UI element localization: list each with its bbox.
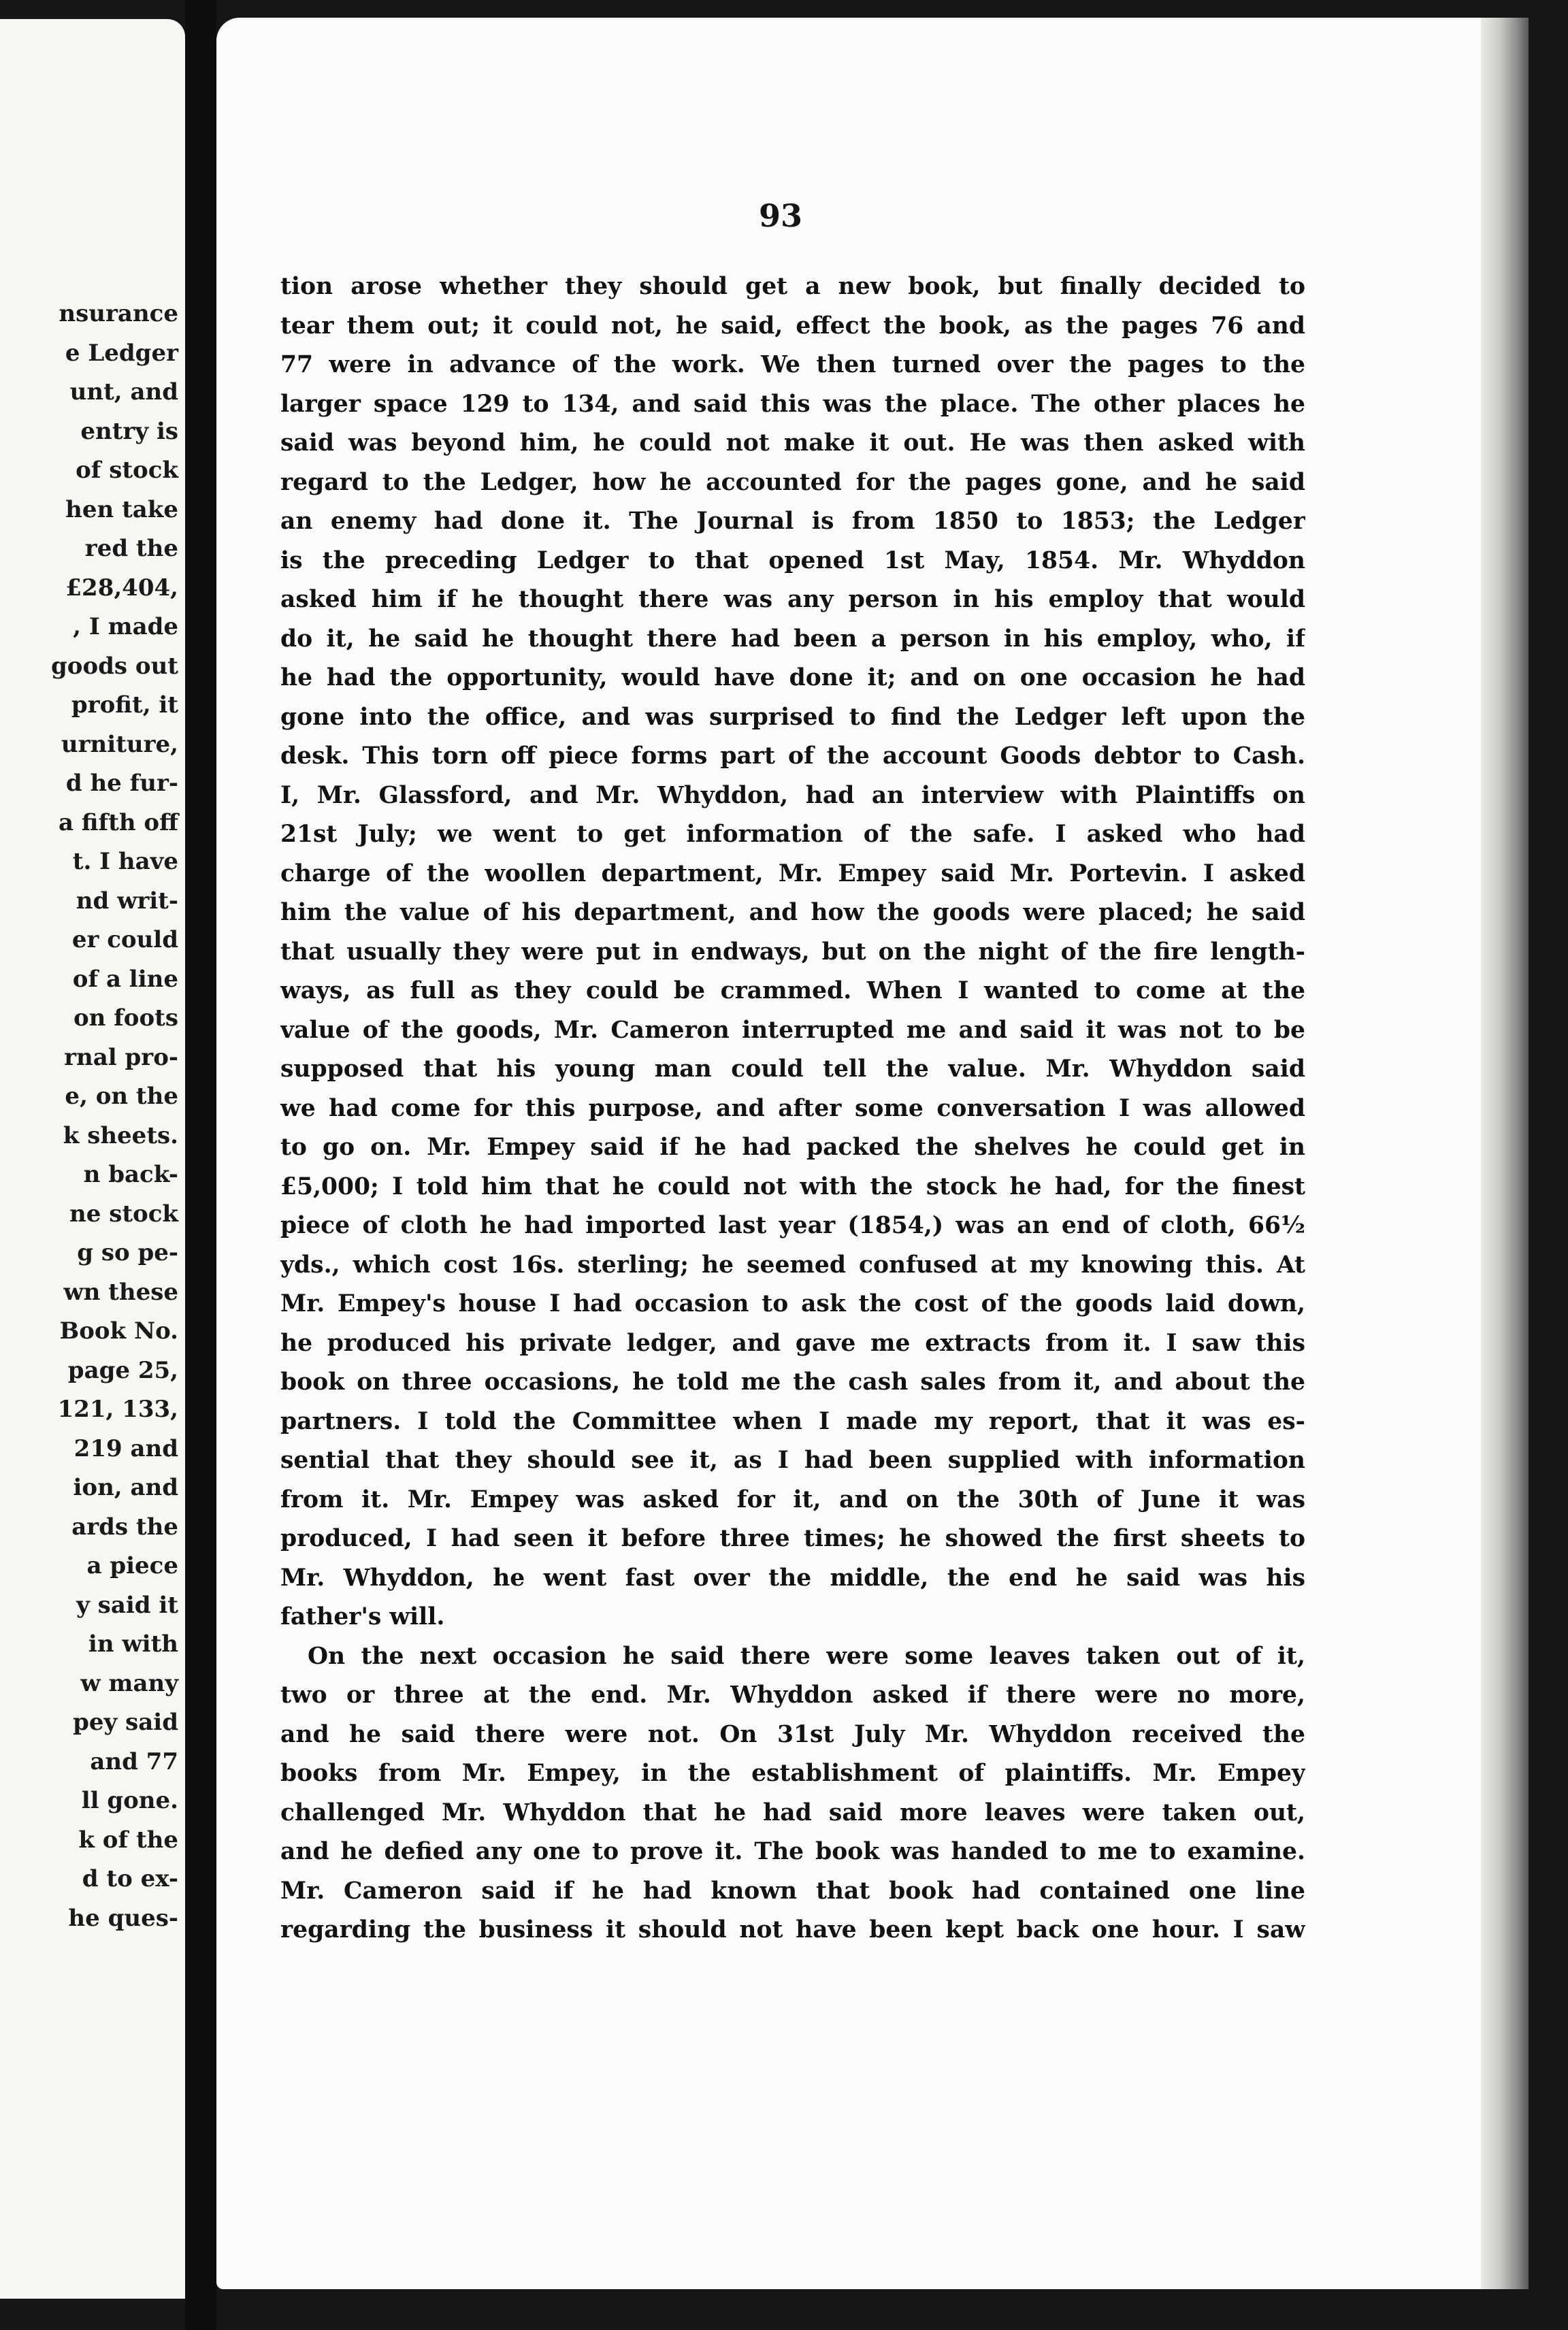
page-edge-shadow	[1481, 18, 1529, 2289]
previous-page-line: n back-	[83, 1161, 178, 1188]
text-line: regarding the business it should not have been kept back one hour. I saw	[280, 1916, 1305, 1943]
text-line: I, Mr. Glassford, and Mr. Whyddon, had an interview with Plaintiffs on	[280, 781, 1305, 809]
text-line: regard to the Ledger, how he accounted for the pages gone, and he said	[280, 468, 1305, 496]
previous-page-line: unt, and	[69, 378, 178, 406]
text-line: tear them out; it could not, he said, effect the book, as the pages 76 and	[280, 312, 1305, 340]
previous-page-line: page 25,	[67, 1356, 178, 1384]
previous-page-line: red the	[84, 535, 178, 562]
previous-page-line: a piece	[86, 1552, 178, 1579]
previous-page-line: profit, it	[71, 691, 178, 719]
text-line: from it. Mr. Empey was asked for it, and on the 30th of June it was	[280, 1486, 1305, 1513]
previous-page-line: a fifth off	[58, 808, 178, 836]
text-line: value of the goods, Mr. Cameron interrupted me and said it was not to be	[280, 1016, 1305, 1044]
text-line: yds., which cost 16s. sterling; he seemed confused at my knowing this. At	[280, 1251, 1305, 1279]
previous-page-line: g so pe-	[77, 1239, 178, 1266]
text-line: to go on. Mr. Empey said if he had packed the shelves he could get in	[280, 1134, 1305, 1161]
previous-page-line: goods out	[51, 652, 178, 680]
text-line: larger space 129 to 134, and said this was the place. The other places he	[280, 390, 1305, 418]
previous-page-line: wn these	[63, 1278, 178, 1306]
paragraph-1	[280, 267, 1305, 1637]
previous-page-line: , I made	[73, 613, 178, 640]
previous-page-line: ion, and	[73, 1474, 178, 1501]
text-line: two or three at the end. Mr. Whyddon asked if there were no more,	[280, 1681, 1305, 1709]
previous-page-line: he ques-	[68, 1904, 178, 1932]
paragraph-2	[280, 1637, 1305, 1950]
text-line: an enemy had done it. The Journal is from 1850 to 1853; the Ledger	[280, 508, 1305, 535]
previous-page-text	[0, 295, 178, 1938]
previous-page-line: k of the	[78, 1826, 178, 1854]
previous-page-line: d he fur-	[65, 770, 178, 797]
text-line: books from Mr. Empey, in the establishment of plaintiffs. Mr. Empey	[280, 1760, 1305, 1787]
text-line: 21st July; we went to get information of the safe. I asked who had	[280, 821, 1305, 848]
text-line: said was beyond him, he could not make it out. He was then asked with	[280, 429, 1305, 457]
previous-page-line: k sheets.	[63, 1121, 178, 1149]
text-line: supposed that his young man could tell the value. Mr. Whyddon said	[280, 1055, 1305, 1083]
previous-page-line: t. I have	[72, 848, 178, 875]
text-line: Mr. Cameron said if he had known that book had contained one line	[280, 1877, 1305, 1905]
previous-page-line: and 77	[90, 1748, 178, 1775]
text-line: desk. This torn off piece forms part of the account Goods debtor to Cash.	[280, 742, 1305, 770]
text-line: challenged Mr. Whyddon that he had said more leaves were taken out,	[280, 1799, 1305, 1826]
text-line: £5,000; I told him that he could not with the stock he had, for the finest	[280, 1172, 1305, 1200]
text-line: that usually they were put in endways, but on the night of the fire length-	[280, 938, 1305, 966]
text-line: produced, I had seen it before three times; he showed the first sheets to	[280, 1525, 1305, 1552]
previous-page-line: hen take	[65, 495, 178, 523]
previous-page-line: of a line	[72, 965, 178, 993]
text-line: he produced his private ledger, and gave me extracts from it. I saw this	[280, 1329, 1305, 1357]
previous-page-line: w many	[80, 1669, 178, 1697]
previous-page-line: ne stock	[69, 1200, 178, 1228]
previous-page-line: urniture,	[61, 730, 178, 758]
previous-page-line: of stock	[76, 457, 178, 484]
text-line: ways, as full as they could be crammed. When I wanted to come at the	[280, 977, 1305, 1004]
previous-page-line: er could	[71, 926, 178, 953]
text-line: piece of cloth he had imported last year (1854,) was an end of cloth, 66½	[280, 1212, 1305, 1239]
text-line: and he defied any one to prove it. The book was handed to me to examine.	[280, 1838, 1305, 1865]
previous-page-line: e Ledger	[65, 339, 178, 367]
text-line: is the preceding Ledger to that opened 1st May, 1854. Mr. Whyddon	[280, 546, 1305, 574]
text-line: do it, he said he thought there had been a person in his employ, who, if	[280, 625, 1305, 653]
previous-page-line: ards the	[71, 1513, 178, 1541]
text-line: 77 were in advance of the work. We then turned over the pages to the	[280, 351, 1305, 378]
text-line: and he said there were not. On 31st July Mr. Whyddon received the	[280, 1720, 1305, 1748]
text-line: he had the opportunity, would have done it; and on one occasion he had	[280, 664, 1305, 691]
text-line: gone into the office, and was surprised to find the Ledger left upon the	[280, 703, 1305, 731]
text-line: asked him if he thought there was any person in his employ that would	[280, 586, 1305, 613]
text-line: we had come for this purpose, and after some conversation I was allowed	[280, 1094, 1305, 1122]
text-line: book on three occasions, he told me the cash sales from it, and about the	[280, 1368, 1305, 1396]
page-body-text	[280, 267, 1305, 1950]
previous-page-line: 219 and	[74, 1434, 178, 1462]
previous-page-fragment	[0, 19, 185, 2299]
text-line: Mr. Empey's house I had occasion to ask the cost of the goods laid down,	[280, 1290, 1305, 1317]
previous-page-line: in with	[88, 1630, 178, 1658]
previous-page-line: Book No.	[59, 1317, 178, 1345]
previous-page-line: entry is	[80, 417, 178, 445]
previous-page-line: 121, 133,	[57, 1396, 178, 1423]
previous-page-line: ll gone.	[81, 1787, 178, 1814]
text-line: charge of the woollen department, Mr. Empey said Mr. Portevin. I asked	[280, 859, 1305, 887]
text-line: father's will.	[280, 1603, 445, 1630]
previous-page-line: d to ex-	[82, 1865, 178, 1892]
page-number: 93	[759, 197, 803, 234]
previous-page-line: nsurance	[59, 300, 178, 327]
previous-page-line: rnal pro-	[64, 1043, 178, 1071]
book-gutter	[185, 0, 216, 2330]
previous-page-line: e, on the	[65, 1083, 178, 1110]
text-line: him the value of his department, and how the goods were placed; he said	[280, 899, 1305, 926]
text-line: tion arose whether they should get a new book, but finally decided to	[280, 273, 1305, 300]
text-line: Mr. Whyddon, he went fast over the middle, the end he said was his	[280, 1564, 1305, 1592]
previous-page-line: on foots	[73, 1004, 178, 1032]
previous-page-line: £28,404,	[65, 574, 178, 602]
previous-page-line: nd writ-	[76, 887, 178, 915]
previous-page-line: pey said	[73, 1709, 178, 1736]
previous-page-line: y said it	[76, 1591, 178, 1619]
text-line: partners. I told the Committee when I made my report, that it was es-	[280, 1407, 1305, 1435]
text-line: sential that they should see it, as I had been supplied with information	[280, 1447, 1305, 1474]
text-line: On the next occasion he said there were some leaves taken out of it,	[308, 1642, 1305, 1670]
